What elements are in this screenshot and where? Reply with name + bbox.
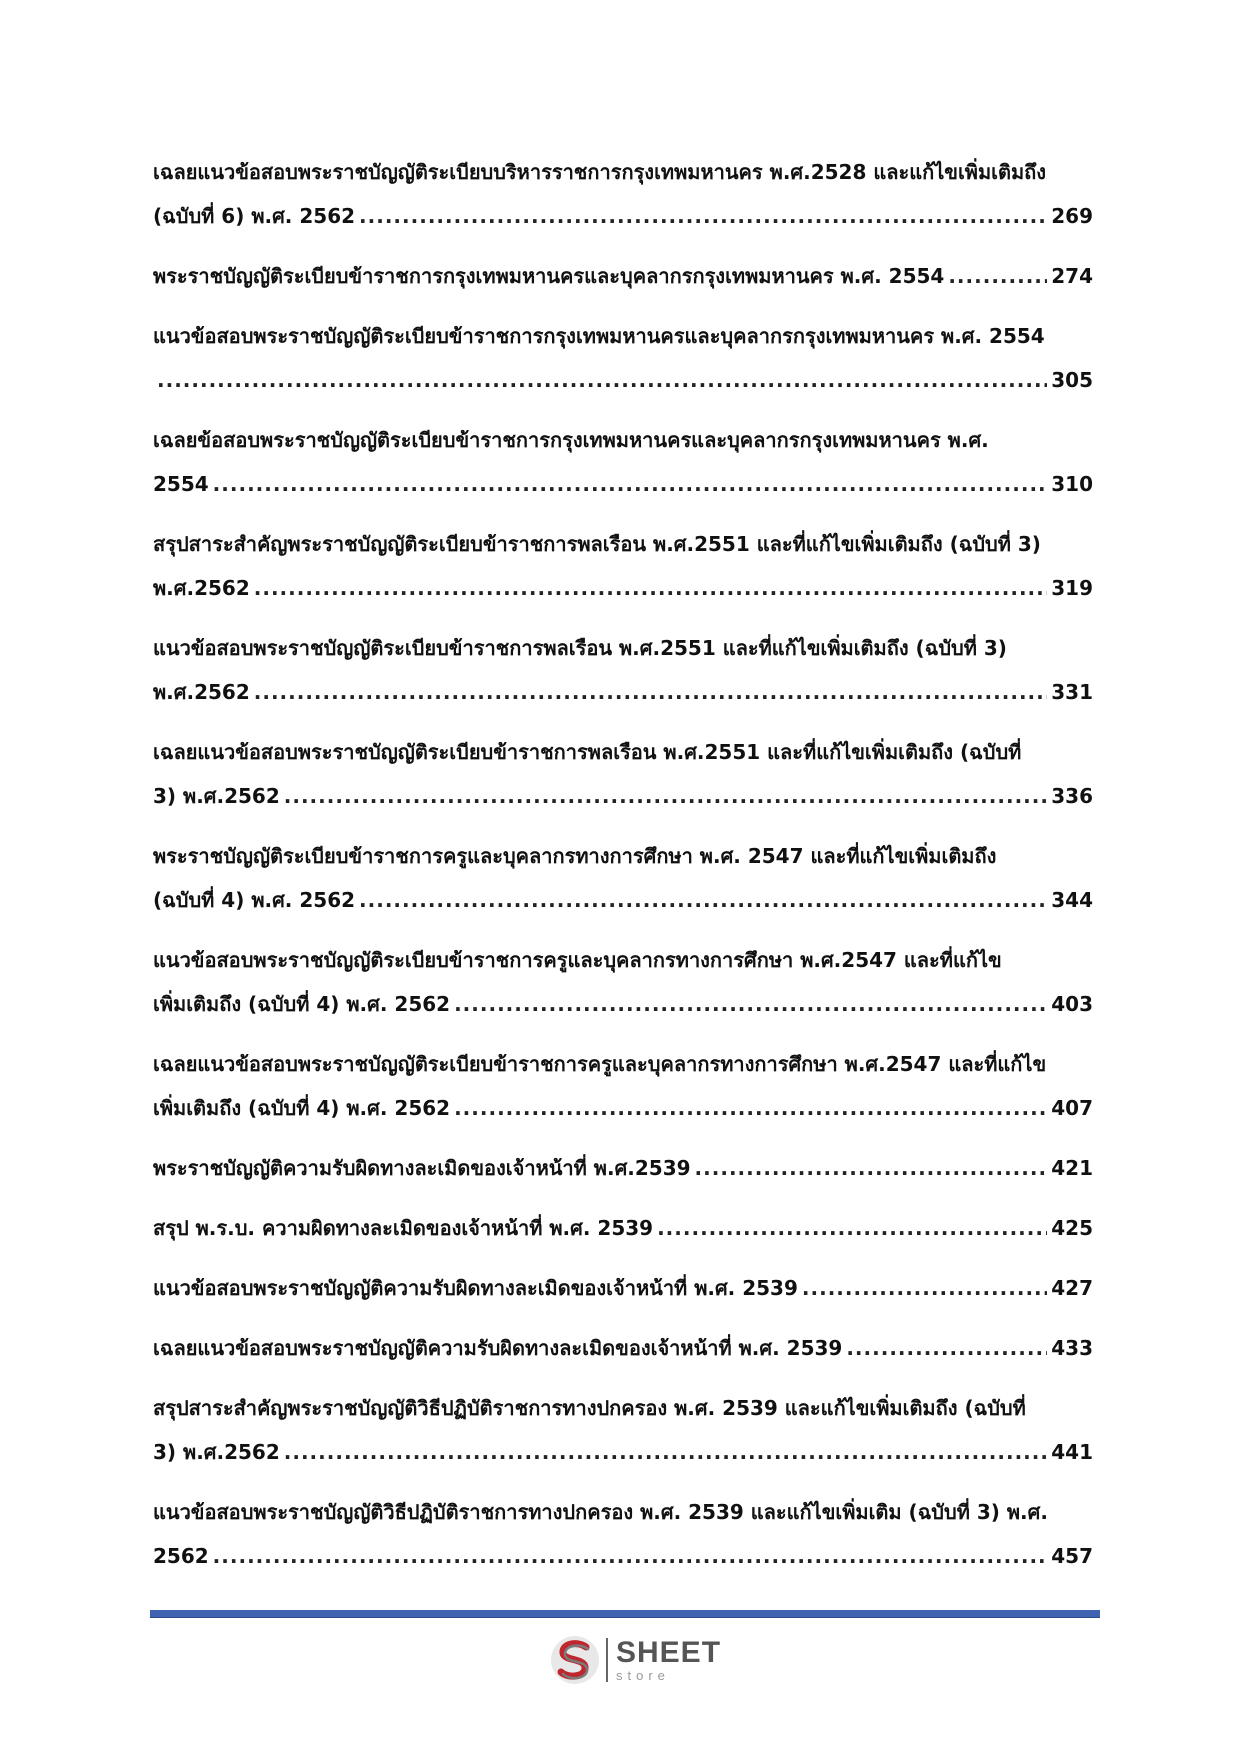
sheet-store-s-logo-icon: [548, 1633, 602, 1687]
toc-entry-title: เฉลยแนวข้อสอบพระราชบัญญัติระเบียบข้าราชการครูและบุคลากรทางการศึกษา พ.ศ.2547 และที่แก้ไข: [153, 1052, 1047, 1076]
toc-page-number: 331: [1051, 680, 1093, 704]
logo-separator: [606, 1638, 608, 1682]
toc-entry-title: เฉลยแนวข้อสอบพระราชบัญญัติระเบียบข้าราชการพลเรือน พ.ศ.2551 และที่แก้ไขเพิ่มเติมถึง (ฉบับที่: [153, 740, 1022, 764]
toc-page-number: 310: [1051, 472, 1093, 496]
toc-leader-line: [153, 982, 1093, 1026]
dot-leader: [657, 1206, 1047, 1250]
toc-page-number: 403: [1051, 992, 1093, 1016]
toc-page-number: 441: [1051, 1440, 1093, 1464]
dot-leader: [359, 194, 1047, 238]
toc-entry-title: แนวข้อสอบพระราชบัญญัติความรับผิดทางละเมิดของเจ้าหน้าที่ พ.ศ. 2539: [153, 1276, 798, 1300]
footer-rule: [150, 1610, 1100, 1618]
toc-entry[interactable]: [153, 314, 1093, 418]
toc-entry-title: พระราชบัญญัติความรับผิดทางละเมิดของเจ้าหน้าที่ พ.ศ.2539: [153, 1156, 691, 1180]
toc-leader-line: [153, 1266, 1093, 1310]
dot-leader: [948, 254, 1047, 298]
toc-entry-title-cont: พ.ศ.2562: [153, 576, 250, 600]
toc-entry-title: แนวข้อสอบพระราชบัญญัติระเบียบข้าราชการพลเรือน พ.ศ.2551 และที่แก้ไขเพิ่มเติมถึง (ฉบับที่ 3): [153, 636, 1007, 660]
toc-entry-title: แนวข้อสอบพระราชบัญญัติระเบียบข้าราชการกรุงเทพมหานครและบุคลากรกรุงเทพมหานคร พ.ศ. 2554: [153, 324, 1045, 348]
toc-entry-title-cont: 2554: [153, 472, 209, 496]
toc-leader-line: [153, 1534, 1093, 1578]
toc-entry[interactable]: [153, 150, 1093, 254]
toc-page-number: 305: [1051, 368, 1093, 392]
toc-entry[interactable]: [153, 1206, 1093, 1266]
dot-leader: [254, 566, 1048, 610]
toc-entry-title: เฉลยแนวข้อสอบพระราชบัญญัติความรับผิดทางละเมิดของเจ้าหน้าที่ พ.ศ. 2539: [153, 1336, 843, 1360]
toc-entry-title: สรุปสาระสำคัญพระราชบัญญัติวิธีปฏิบัติราชการทางปกครอง พ.ศ. 2539 และแก้ไขเพิ่มเติมถึง (ฉบับที่: [153, 1396, 1026, 1420]
toc-leader-line: [153, 194, 1093, 238]
toc-leader-line: [153, 254, 1093, 298]
sheet-store-logo: [548, 1632, 728, 1688]
toc-leader-line: [153, 878, 1093, 922]
toc-page-number: 319: [1051, 576, 1093, 600]
toc-page-number: 269: [1051, 204, 1093, 228]
dot-leader: [284, 1430, 1047, 1474]
logo-wordmark: SHEET: [616, 1636, 722, 1669]
logo-subtitle: store: [616, 1668, 670, 1683]
toc-page-number: 336: [1051, 784, 1093, 808]
toc-entry-title-cont: เพิ่มเติมถึง (ฉบับที่ 4) พ.ศ. 2562: [153, 992, 451, 1016]
toc-leader-line: [153, 774, 1093, 818]
toc-leader-line: [153, 670, 1093, 714]
toc-leader-line: [153, 1146, 1093, 1190]
toc-entry-title-cont: 2562: [153, 1544, 209, 1568]
toc-entry[interactable]: [153, 1386, 1093, 1490]
toc-entry-title-cont: 3) พ.ศ.2562: [153, 1440, 280, 1464]
toc-entry-title-cont: (ฉบับที่ 4) พ.ศ. 2562: [153, 888, 356, 912]
toc-entry[interactable]: [153, 834, 1093, 938]
logo-text: [616, 1638, 721, 1682]
toc-page-number: 457: [1051, 1544, 1093, 1568]
toc-entry[interactable]: [153, 1490, 1093, 1594]
toc-page-number: 425: [1051, 1216, 1093, 1240]
toc-entry-title: สรุปสาระสำคัญพระราชบัญญัติระเบียบข้าราชการพลเรือน พ.ศ.2551 และที่แก้ไขเพิ่มเติมถึง (ฉบับที่ 3): [153, 532, 1041, 556]
toc-page-number: 421: [1051, 1156, 1093, 1180]
dot-leader: [695, 1146, 1048, 1190]
toc-entry[interactable]: [153, 522, 1093, 626]
dot-leader: [213, 462, 1048, 506]
toc-entry-title: พระราชบัญญัติระเบียบข้าราชการกรุงเทพมหานครและบุคลากรกรุงเทพมหานคร พ.ศ. 2554: [153, 264, 945, 288]
toc-entry[interactable]: [153, 1146, 1093, 1206]
toc-entry-title: สรุป พ.ร.บ. ความผิดทางละเมิดของเจ้าหน้าที่ พ.ศ. 2539: [153, 1216, 654, 1240]
dot-leader: [802, 1266, 1047, 1310]
toc-entry[interactable]: [153, 626, 1093, 730]
toc-entry-title: เฉลยข้อสอบพระราชบัญญัติระเบียบข้าราชการกรุงเทพมหานครและบุคลากรกรุงเทพมหานคร พ.ศ.: [153, 428, 989, 452]
toc-leader-line: [153, 566, 1093, 610]
toc-entry[interactable]: [153, 1042, 1093, 1146]
toc-page-number: 433: [1051, 1336, 1093, 1360]
dot-leader: [284, 774, 1047, 818]
toc-entry-title-cont: พ.ศ.2562: [153, 680, 250, 704]
dot-leader: [846, 1326, 1047, 1370]
toc-entry-title-cont: (ฉบับที่ 6) พ.ศ. 2562: [153, 204, 356, 228]
toc-entry-title-cont: เพิ่มเติมถึง (ฉบับที่ 4) พ.ศ. 2562: [153, 1096, 451, 1120]
dot-leader: [213, 1534, 1048, 1578]
toc-leader-line: [153, 1430, 1093, 1474]
toc-entry[interactable]: [153, 418, 1093, 522]
toc-leader-line: [153, 1206, 1093, 1250]
toc-entry[interactable]: [153, 1266, 1093, 1326]
toc-entry-title-cont: 3) พ.ศ.2562: [153, 784, 280, 808]
toc-page-number: 427: [1051, 1276, 1093, 1300]
dot-leader: [254, 670, 1048, 714]
toc-page-number: 274: [1051, 264, 1093, 288]
dot-leader: [157, 358, 1047, 402]
dot-leader: [454, 1086, 1047, 1130]
dot-leader: [359, 878, 1047, 922]
toc-entry[interactable]: [153, 730, 1093, 834]
toc-entry[interactable]: [153, 254, 1093, 314]
toc-page-number: 344: [1051, 888, 1093, 912]
toc-entry-title: พระราชบัญญัติระเบียบข้าราชการครูและบุคลากรทางการศึกษา พ.ศ. 2547 และที่แก้ไขเพิ่มเติมถึง: [153, 844, 997, 868]
toc-entry[interactable]: [153, 938, 1093, 1042]
dot-leader: [454, 982, 1047, 1026]
toc-entry-title: แนวข้อสอบพระราชบัญญัติวิธีปฏิบัติราชการทางปกครอง พ.ศ. 2539 และแก้ไขเพิ่มเติม (ฉบับที่ 3) พ.ศ.: [153, 1500, 1048, 1524]
toc-entry-title: แนวข้อสอบพระราชบัญญัติระเบียบข้าราชการครูและบุคลากรทางการศึกษา พ.ศ.2547 และที่แก้ไข: [153, 948, 1002, 972]
toc-entry[interactable]: [153, 1326, 1093, 1386]
toc-leader-line: [153, 1326, 1093, 1370]
toc-page-number: 407: [1051, 1096, 1093, 1120]
toc-entry-title: เฉลยแนวข้อสอบพระราชบัญญัติระเบียบบริหารราชการกรุงเทพมหานคร พ.ศ.2528 และแก้ไขเพิ่มเติมถึง: [153, 160, 1047, 184]
toc-leader-line: [153, 358, 1093, 402]
toc-leader-line: [153, 1086, 1093, 1130]
toc-leader-line: [153, 462, 1093, 506]
table-of-contents: [153, 150, 1093, 1594]
